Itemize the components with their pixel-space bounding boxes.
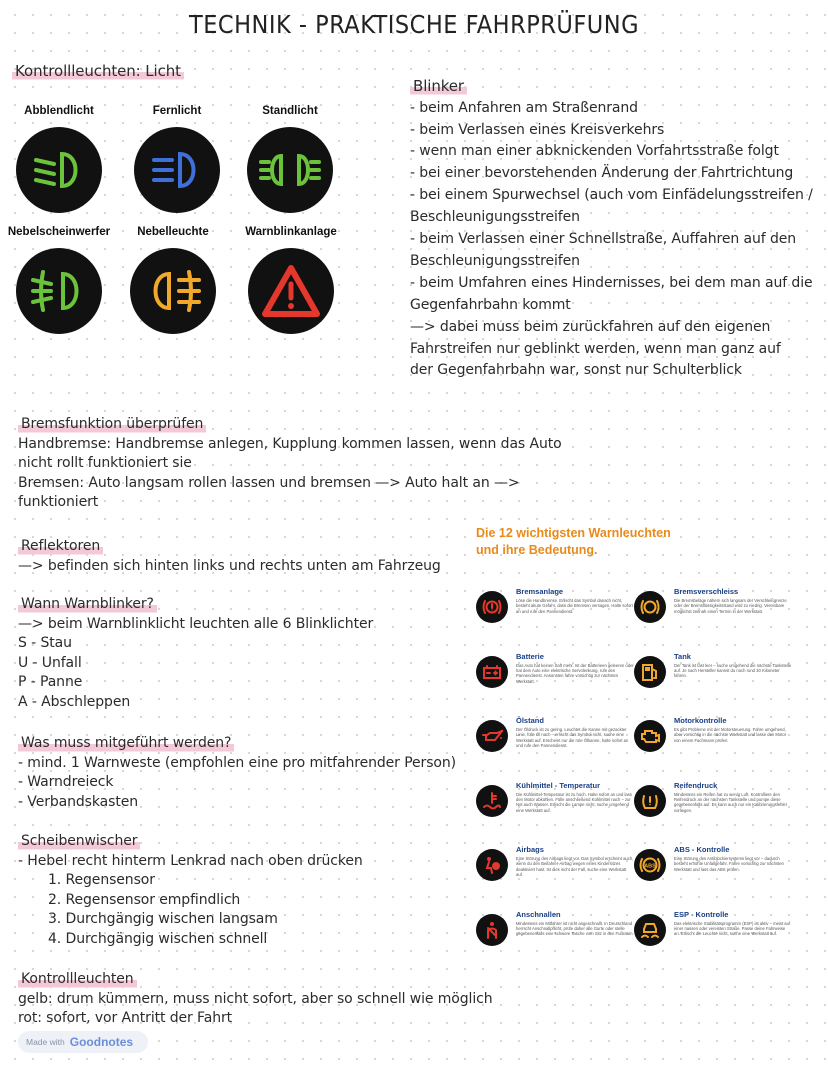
brake-wear-icon xyxy=(634,591,666,623)
warning-light-name: ABS - Kontrolle xyxy=(674,845,730,854)
lamp-label: Standlicht xyxy=(262,105,318,117)
blinker-line: - beim Umfahren eines Hindernisses, bei dem man auf die xyxy=(410,274,813,291)
warning-light-item xyxy=(634,910,794,960)
carry-line: - Warndreieck xyxy=(18,774,114,791)
lamp-high-beam xyxy=(122,105,232,213)
seatbelt-icon xyxy=(476,914,508,946)
wipers-step: 4. Durchgängig wischen schnell xyxy=(48,930,268,947)
blinker-line: - bei einem Spurwechsel (auch vom Einfädelungsstreifen / xyxy=(410,187,813,204)
control-line: rot: sofort, vor Antritt der Fahrt xyxy=(18,1010,233,1027)
oil-icon xyxy=(476,720,508,752)
lamp-low-beam xyxy=(4,105,114,213)
blinker-section xyxy=(410,77,813,382)
parking-light-icon xyxy=(247,127,333,213)
blinker-line: der Gegenfahrbahn war, sonst nur Schulterblick xyxy=(410,362,742,379)
brake-system-icon xyxy=(476,591,508,623)
abs-icon xyxy=(634,849,666,881)
warning-light-desc: Mindestens ein Reifen hat zu wenig Luft. Kontrolliere den Reifendruck an der nächsten Tankstelle und pumpe diese gegebenenfalls auf. Es kann auch nur ein Kalibrierungsfehler vorliegen. xyxy=(674,791,788,813)
lamp-hazard xyxy=(236,226,346,334)
blinker-heading: Blinker xyxy=(410,77,813,97)
warning-light-name: Reifendruck xyxy=(674,780,718,790)
warning-light-name: Kühlmittel - Temperatur xyxy=(516,780,601,790)
warning-light-desc: Löse die Handbremse. Erlischt das Symbol danach nicht, besteht akute Gefahr, dass die Bremsen versagen. Halte sofort an und rufe den Pannendienst. xyxy=(516,598,633,614)
warning-light-name: ESP - Kontrolle xyxy=(674,909,729,919)
wipers-heading: Scheibenwischer xyxy=(18,832,363,852)
high-beam-icon xyxy=(134,127,220,213)
warning-light-item xyxy=(634,652,794,702)
warning-light-item xyxy=(476,845,636,895)
page-title: TECHNIK - PRAKTISCHE FAHRPRÜFUNG xyxy=(188,10,640,39)
warning-light-item xyxy=(476,587,636,637)
warning-light-name: Anschnallen xyxy=(516,909,561,919)
warning-light-name: Airbags xyxy=(516,845,544,854)
warning-light-item xyxy=(476,910,636,960)
battery-icon xyxy=(476,656,508,688)
tire-pressure-icon xyxy=(634,785,666,817)
warning-light-desc: Das elektrische Stabilitätsprogramm (ESP) ist aktiv – meist auf einer nassen oder vereisten Straße. Passe deine Fahrweise an. Erlischt die Leuchte nicht, suche eine Werkstatt auf. xyxy=(674,920,791,937)
lamp-label: Fernlicht xyxy=(152,105,202,117)
wipers-step: 2. Regensensor empfindlich xyxy=(48,891,241,908)
hazard-line: A - Abschleppen xyxy=(18,693,131,710)
wipers-line: - Hebel recht hinterm Lenkrad nach oben drücken xyxy=(18,852,363,869)
control-section xyxy=(18,970,493,1029)
hazard-line: P - Panne xyxy=(18,674,83,691)
badge-small-text: Made with xyxy=(26,1037,65,1047)
hazard-line: S - Stau xyxy=(18,635,72,652)
carry-line: - mind. 1 Warnweste (empfohlen eine pro mitfahrender Person) xyxy=(18,754,456,771)
lamp-front-fog xyxy=(4,226,114,334)
brakes-section xyxy=(18,415,562,513)
brakes-line: nicht rollt funktioniert sie xyxy=(18,455,192,472)
warning-card-title: Die 12 wichtigsten Warnleuchten und ihre Bedeutung. xyxy=(476,526,671,557)
lamp-label: Nebelleuchte xyxy=(137,226,209,238)
warning-light-desc: Der Öldruck ist zu gering. Leuchtet die Kanne mit gezackter Linie, fülle Öl nach – erlischt das Symbol nicht, suche eine Werkstatt auf. Erscheint nur die rote Ölkanne, halte sofort an und rufe den Pannendienst. xyxy=(516,727,629,749)
warning-light-item xyxy=(634,781,794,831)
brakes-line: Handbremse: Handbremse anlegen, Kupplung kommen lassen, wenn das Auto xyxy=(18,435,562,452)
carry-heading: Was muss mitgeführt werden? xyxy=(18,734,456,754)
hazard-heading: Wann Warnblinker? xyxy=(18,595,373,615)
warning-light-item xyxy=(634,845,794,895)
warning-light-item xyxy=(634,716,794,766)
low-beam-icon xyxy=(16,127,102,213)
warning-light-item xyxy=(476,652,636,702)
engine-icon xyxy=(634,720,666,752)
svg-text:ABS: ABS xyxy=(644,863,656,870)
airbag-icon xyxy=(476,849,508,881)
reflectors-section xyxy=(18,537,441,576)
control-heading: Kontrollleuchten xyxy=(18,970,493,990)
coolant-icon xyxy=(476,785,508,817)
fuel-icon xyxy=(634,656,666,688)
warning-light-desc: Die Kühlmittel-Temperatur ist zu hoch. Halte sofort an und lass den Motor abkühlen. Fülle anschließend Kühlmittel nach – zur Not auch Wasser. Erlischt die Lampe nicht, suche umgehend eine Werkstatt auf. xyxy=(516,791,632,813)
wipers-step: 1. Regensensor xyxy=(48,872,155,889)
warning-light-name: Motorkontrolle xyxy=(674,716,727,725)
warning-lights-card xyxy=(470,525,808,985)
warning-light-item xyxy=(476,716,636,766)
warning-light-item xyxy=(476,781,636,831)
blinker-line: Beschleunigungsstreifen xyxy=(410,252,580,269)
warning-light-desc: Es gibt Probleme mit der Motorsteuerung. Fahre umgehend, aber vorsichtig in die nächste Werkstatt und lasse den Motor von einem Fachmann prüfen. xyxy=(674,727,787,743)
warning-light-name: Tank xyxy=(674,651,691,661)
lamp-label: Nebelscheinwerfer xyxy=(7,226,111,238)
blinker-line: —> dabei muss beim zurückfahren auf den eigenen xyxy=(410,318,771,335)
warning-light-name: Bremsverschleiss xyxy=(674,587,739,596)
warning-light-desc: Eine Störung des Antiblockiersystems liegt vor – dadurch besteht erhöhte Unfallgefahr. Fahre vorsichtig zur nächsten Werkstatt und lass das ABS prüfen. xyxy=(674,856,784,872)
hazard-line: —> beim Warnblinklicht leuchten alle 6 Blinklichter xyxy=(18,615,374,632)
blinker-line: - beim Verlassen einer Schnellstraße, Auffahren auf den xyxy=(410,231,797,248)
badge-brand-text: Goodnotes xyxy=(69,1035,134,1049)
carry-line: - Verbandskasten xyxy=(18,793,138,810)
lamp-rear-fog xyxy=(118,226,228,334)
blinker-line: Beschleunigungsstreifen xyxy=(410,209,580,226)
blinker-line: - beim Anfahren am Straßenrand xyxy=(410,99,638,116)
blinker-line: - wenn man einer abknickenden Vorfahrtsstraße folgt xyxy=(410,143,779,160)
warning-light-name: Ölstand xyxy=(516,716,544,725)
blinker-line: Fahrstreifen nur geblinkt werden, wenn man ganz auf xyxy=(410,340,781,357)
warning-light-desc: Der Tank ist fast leer – suche umgehend die nächste Tankstelle auf. Je nach Hersteller kannst du noch rund 30 Kilometer fahren. xyxy=(674,662,792,679)
warning-light-desc: Eine Störung des Airbags liegt vor. Das Symbol erscheint auch, wenn du den Beifahrer-Airbag wegen eines Kindersitzes deaktiviert hast. Ist dies nicht der Fall, suche eine Werkstatt auf. xyxy=(516,856,634,878)
lamp-label: Abblendlicht xyxy=(24,105,94,117)
front-fog-icon xyxy=(16,248,102,334)
esp-icon xyxy=(634,914,666,946)
reflectors-heading: Reflektoren xyxy=(18,537,441,557)
warning-light-name: Bremsanlage xyxy=(516,587,564,596)
lamp-parking-light xyxy=(235,105,345,213)
control-line: gelb: drum kümmern, muss nicht sofort, aber so schnell wie möglich xyxy=(18,990,493,1007)
carry-section xyxy=(18,734,456,812)
goodnotes-badge[interactable] xyxy=(18,1031,148,1053)
brakes-line: funktioniert xyxy=(18,494,99,511)
blinker-line: - bei einer bevorstehenden Änderung der Fahrtrichtung xyxy=(410,165,794,182)
warning-light-name: Batterie xyxy=(516,651,544,661)
reflectors-line: —> befinden sich hinten links und rechts unten am Fahrzeug xyxy=(18,557,441,574)
hazard-line: U - Unfall xyxy=(18,654,82,671)
hazard-section xyxy=(18,595,373,713)
warning-light-desc: Die Bremsbeläge nähern sich langsam der Verschleißgrenze oder der Bremsflüssigkeitsstand wird zu niedrig. Vereinbare möglichst zeitnah einen Termin in der Werkstatt. xyxy=(674,598,787,614)
warning-light-item xyxy=(634,587,794,637)
hazard-icon xyxy=(248,248,334,334)
lights-heading: Kontrollleuchten: Licht xyxy=(12,62,184,82)
warning-light-desc: Mindestens ein Mitfahrer ist nicht angeschnallt. In Deutschland herrscht Anschnallpflicht, prüfe daher alle Gurte oder stelle gegebenenfalls eine schwere Tasche vom Sitz in den Fußraum. xyxy=(516,920,634,937)
warning-light-desc: Das Auto hat keinen Saft mehr. Ist der Batterieen geleeren oder hat dein Auto eine elektrische Servolenkung, rufe den Pannendienst. Ansonsten fahre vorsichtig zur nächsten Werkstatt. xyxy=(516,662,634,684)
brakes-line: Bremsen: Auto langsam rollen lassen und bremsen —> Auto halt an —> xyxy=(18,474,520,491)
brakes-heading: Bremsfunktion überprüfen xyxy=(18,415,562,435)
lamp-label: Warnblinkanlage xyxy=(245,226,337,238)
wipers-section xyxy=(18,832,363,950)
blinker-line: Gegenfahrbahn kommt xyxy=(410,296,571,313)
rear-fog-icon xyxy=(130,248,216,334)
wipers-step: 3. Durchgängig wischen langsam xyxy=(48,911,278,928)
blinker-line: - beim Verlassen eines Kreisverkehrs xyxy=(410,121,665,138)
